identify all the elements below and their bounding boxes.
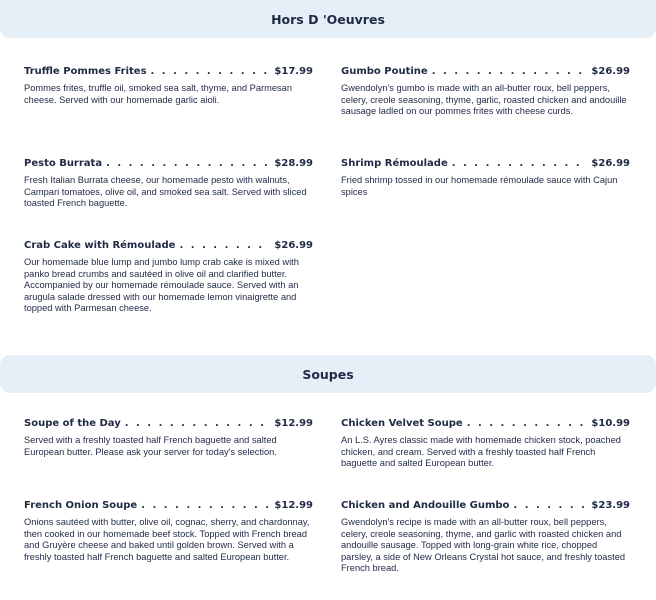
menu-item xyxy=(24,418,313,458)
item-name: Gumbo Poutine xyxy=(341,66,428,77)
leader-dots xyxy=(106,158,270,169)
leader-dots xyxy=(452,158,588,169)
item-description: Our homemade blue lump and jumbo lump crab cake is mixed with panko bread crumbs and sautéed in olive oil and clarified butter. Accompanied by our homemade rémoulade sauce. Served with an arugula salade dressed with our homemade lemon vinaigrette and topped with Parmesan cheese. xyxy=(24,257,299,313)
item-description: Served with a freshly toasted half French baguette and salted European butter. Please ask your server for today's selection. xyxy=(24,435,277,457)
item-description: Gwendolyn's recipe is made with an all-butter roux, bell peppers, celery, creole seasoning, thyme, and garlic with roasted chicken and andouille sausage. Topped with long-grain white rice, chopped parsley, a side of New Orleans Crystal hot sauce, and freshly toasted French bread. xyxy=(341,517,626,573)
item-price: $12.99 xyxy=(274,500,313,511)
menu-item xyxy=(341,66,630,118)
section-header-soupes xyxy=(0,355,656,393)
item-name: Truffle Pommes Frites xyxy=(24,66,147,77)
item-name: Shrimp Rémoulade xyxy=(341,158,448,169)
leader-dots xyxy=(125,418,271,429)
item-description: Pommes frites, truffle oil, smoked sea salt, thyme, and Parmesan cheese. Served with our homemade garlic aioli. xyxy=(24,83,292,105)
menu-item xyxy=(341,158,630,198)
menu-item xyxy=(24,158,313,210)
item-description: Gwendolyn's gumbo is made with an all-butter roux, bell peppers, celery, creole seasoning, thyme, garlic, roasted chicken and andouille sausage ladled on our pommes frites with cheese curds. xyxy=(341,83,627,116)
item-description: Fresh Italian Burrata cheese, our homemade pesto with walnuts, Campari tomatoes, olive oil, and smoked sea salt. Served with sliced toasted French baguette. xyxy=(24,175,307,208)
leader-dots xyxy=(141,500,270,511)
item-name: Chicken and Andouille Gumbo xyxy=(341,500,510,511)
menu-item xyxy=(341,418,630,470)
leader-dots xyxy=(467,418,588,429)
item-price: $10.99 xyxy=(591,418,630,429)
item-description: Fried shrimp tossed in our homemade rémoulade sauce with Cajun spices xyxy=(341,175,618,197)
leader-dots xyxy=(432,66,588,77)
item-name: Chicken Velvet Soupe xyxy=(341,418,463,429)
item-price: $26.99 xyxy=(591,158,630,169)
item-name: French Onion Soupe xyxy=(24,500,138,511)
item-price: $28.99 xyxy=(274,158,313,169)
item-price: $26.99 xyxy=(274,240,313,251)
menu-item xyxy=(24,66,313,106)
item-description: An L.S. Ayres classic made with homemade chicken stock, poached chicken, and cream. Served with a freshly toasted half French baguette and salted European butter. xyxy=(341,435,621,468)
item-name: Pesto Burrata xyxy=(24,158,103,169)
item-name: Soupe of the Day xyxy=(24,418,121,429)
item-price: $12.99 xyxy=(274,418,313,429)
item-name: Crab Cake with Rémoulade xyxy=(24,240,176,251)
item-price: $26.99 xyxy=(591,66,630,77)
section-header-hors-doeuvres xyxy=(0,0,656,38)
item-price: $23.99 xyxy=(591,500,630,511)
menu-item xyxy=(24,240,313,315)
section-title: Hors D 'Oeuvres xyxy=(271,11,385,27)
menu-item xyxy=(24,500,313,563)
item-description: Onions sautéed with butter, olive oil, cognac, sherry, and chardonnay, then cooked in our homemade beef stock. Topped with French bread and Gruyère cheese and baked until golden brown. Served with a freshly toasted half French baguette and salted European butter. xyxy=(24,517,310,562)
section-title: Soupes xyxy=(302,366,354,382)
leader-dots xyxy=(179,240,270,251)
leader-dots xyxy=(513,500,587,511)
leader-dots xyxy=(151,66,271,77)
item-price: $17.99 xyxy=(274,66,313,77)
menu-item xyxy=(341,500,630,575)
